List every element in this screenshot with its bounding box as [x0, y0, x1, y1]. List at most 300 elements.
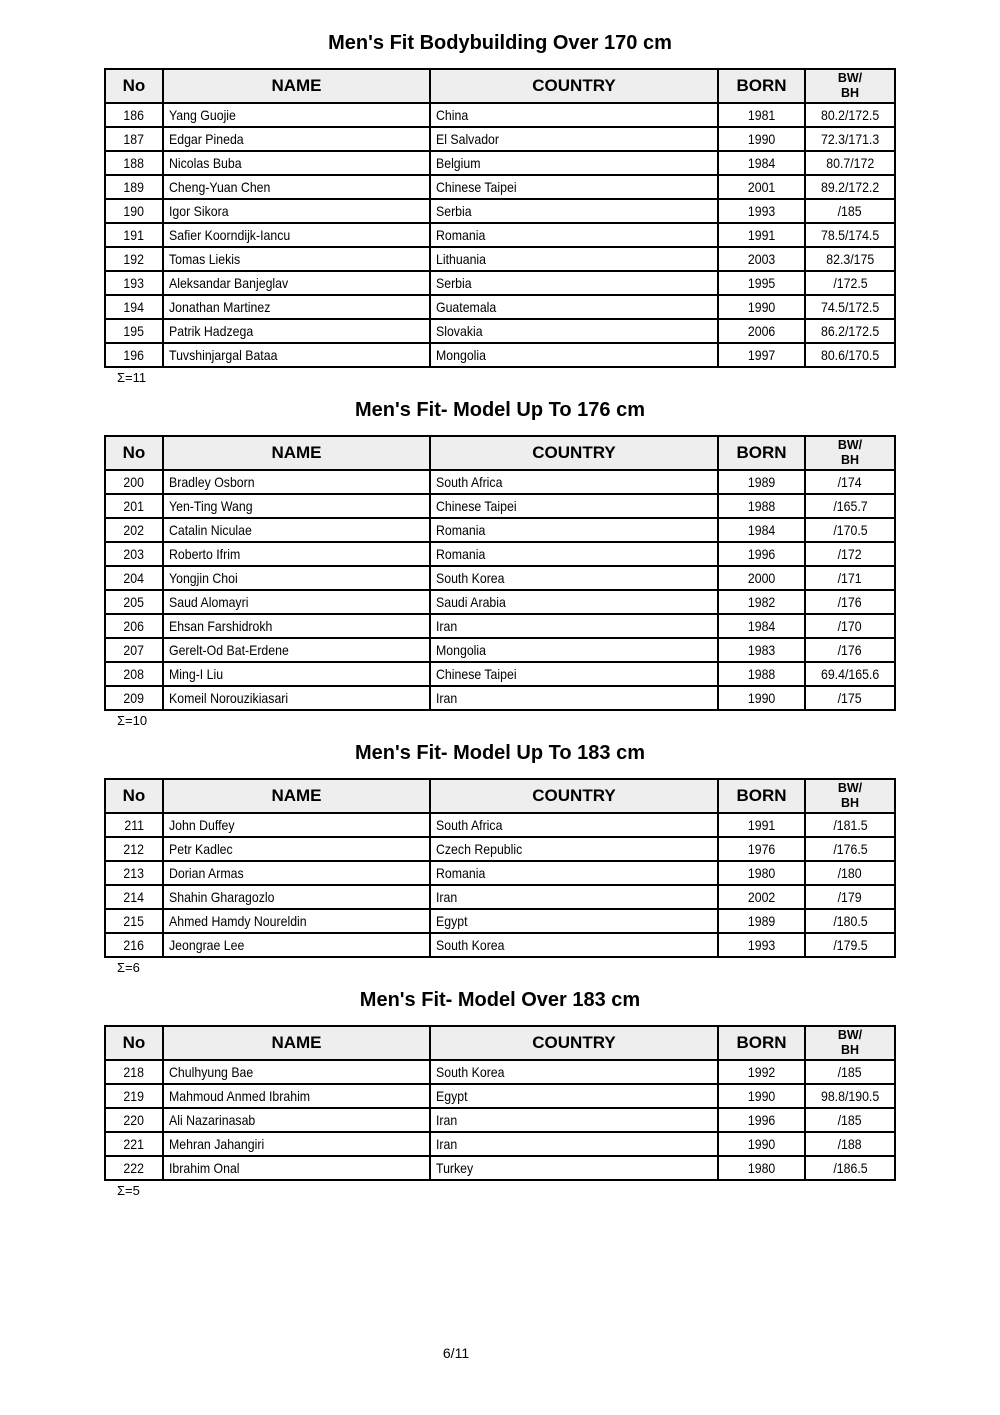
- cell-no: [105, 151, 163, 175]
- cell-born: [718, 343, 805, 367]
- cell-country: [430, 295, 718, 319]
- cell-born-text: 1997: [747, 347, 776, 363]
- cell-no-text: 208: [123, 666, 145, 682]
- cell-no-text: 200: [123, 474, 145, 490]
- cell-bw-bh: [805, 1156, 895, 1180]
- column-header-no: No: [105, 779, 163, 813]
- cell-name-text: Catalin Niculae: [169, 522, 252, 538]
- cell-born: [718, 1108, 805, 1132]
- cell-name-text: Yen-Ting Wang: [169, 498, 253, 514]
- table-row: [105, 813, 895, 837]
- cell-bw-bh-text: 89.2/172.2: [820, 179, 880, 195]
- cell-no: [105, 638, 163, 662]
- cell-no: [105, 518, 163, 542]
- cell-born: [718, 518, 805, 542]
- cell-no: [105, 470, 163, 494]
- cell-born: [718, 1084, 805, 1108]
- cell-born: [718, 885, 805, 909]
- cell-no: [105, 1132, 163, 1156]
- table-body: [105, 103, 895, 367]
- cell-born-text: 1991: [747, 227, 776, 243]
- cell-no: [105, 542, 163, 566]
- cell-name-text: Jonathan Martinez: [169, 299, 271, 315]
- cell-name: [163, 343, 430, 367]
- cell-bw-bh: [805, 1108, 895, 1132]
- cell-bw-bh: [805, 909, 895, 933]
- cell-born-text: 1990: [747, 690, 776, 706]
- cell-no: [105, 1060, 163, 1084]
- cell-born-text: 1984: [747, 155, 776, 171]
- cell-name-text: Komeil Norouzikiasari: [169, 690, 289, 706]
- table-section: [0, 397, 1000, 729]
- cell-no-text: 196: [123, 347, 145, 363]
- cell-country: [430, 470, 718, 494]
- cell-country-text: Romania: [436, 227, 486, 243]
- bh-label: BH: [840, 453, 860, 467]
- competitors-table: [104, 778, 896, 958]
- cell-name-text: Ming-I Liu: [169, 666, 224, 682]
- cell-no: [105, 223, 163, 247]
- cell-bw-bh: [805, 518, 895, 542]
- cell-born-text: 1995: [747, 275, 776, 291]
- cell-born-text: 2000: [747, 570, 776, 586]
- cell-no-text: 205: [123, 594, 145, 610]
- cell-name: [163, 295, 430, 319]
- cell-born: [718, 861, 805, 885]
- cell-name-text: Edgar Pineda: [169, 131, 244, 147]
- cell-bw-bh: [805, 271, 895, 295]
- cell-born-text: 1984: [747, 522, 776, 538]
- cell-country: [430, 103, 718, 127]
- cell-country-text: Serbia: [436, 203, 472, 219]
- cell-name: [163, 470, 430, 494]
- cell-no-text: 207: [123, 642, 145, 658]
- cell-country: [430, 909, 718, 933]
- cell-name: [163, 103, 430, 127]
- column-header-country: COUNTRY: [430, 69, 718, 103]
- cell-name: [163, 933, 430, 957]
- column-header-born: BORN: [718, 1026, 805, 1060]
- cell-bw-bh-text: /176.5: [832, 841, 868, 857]
- cell-name: [163, 127, 430, 151]
- cell-born: [718, 494, 805, 518]
- cell-bw-bh: [805, 813, 895, 837]
- cell-bw-bh-text: 80.7/172: [826, 155, 874, 171]
- cell-no-text: 221: [123, 1136, 145, 1152]
- header-row: [105, 779, 895, 813]
- cell-bw-bh-text: /174: [838, 474, 862, 490]
- cell-name: [163, 542, 430, 566]
- cell-country: [430, 1084, 718, 1108]
- cell-no: [105, 861, 163, 885]
- table-row: [105, 885, 895, 909]
- cell-bw-bh-text: /179: [838, 889, 862, 905]
- bw-label: BW/: [837, 1028, 863, 1042]
- cell-born-text: 1993: [747, 203, 776, 219]
- cell-country: [430, 566, 718, 590]
- cell-name-text: Saud Alomayri: [169, 594, 249, 610]
- cell-no: [105, 1084, 163, 1108]
- cell-name: [163, 1108, 430, 1132]
- cell-born: [718, 199, 805, 223]
- table-row: [105, 175, 895, 199]
- cell-country: [430, 1156, 718, 1180]
- cell-country-text: Guatemala: [436, 299, 497, 315]
- cell-name: [163, 861, 430, 885]
- cell-name-text: Bradley Osborn: [169, 474, 255, 490]
- cell-no: [105, 614, 163, 638]
- cell-no-text: 191: [123, 227, 145, 243]
- cell-born: [718, 319, 805, 343]
- cell-country-text: Romania: [436, 522, 486, 538]
- bh-label: BH: [840, 86, 860, 100]
- cell-bw-bh-text: 86.2/172.5: [820, 323, 880, 339]
- table-row: [105, 151, 895, 175]
- cell-country-text: South Africa: [436, 817, 503, 833]
- cell-bw-bh: [805, 175, 895, 199]
- cell-country: [430, 638, 718, 662]
- cell-no-text: 211: [124, 817, 144, 833]
- cell-name: [163, 494, 430, 518]
- cell-no-text: 209: [123, 690, 145, 706]
- cell-born-text: 1989: [747, 913, 776, 929]
- cell-no-text: 214: [123, 889, 145, 905]
- column-header-born: BORN: [718, 779, 805, 813]
- cell-name-text: Safier Koorndijk-Iancu: [169, 227, 291, 243]
- cell-bw-bh: [805, 247, 895, 271]
- table-row: [105, 127, 895, 151]
- cell-country-text: Iran: [436, 618, 458, 634]
- table-row: [105, 1060, 895, 1084]
- cell-bw-bh-text: /175: [838, 690, 862, 706]
- cell-bw-bh-text: 72.3/171.3: [820, 131, 880, 147]
- cell-country: [430, 813, 718, 837]
- table-row: [105, 518, 895, 542]
- table-row: [105, 909, 895, 933]
- cell-no: [105, 813, 163, 837]
- cell-bw-bh: [805, 199, 895, 223]
- cell-no: [105, 662, 163, 686]
- sum-label: Σ=11: [117, 370, 147, 385]
- cell-no-text: 194: [123, 299, 145, 315]
- cell-bw-bh: [805, 1084, 895, 1108]
- cell-no: [105, 127, 163, 151]
- cell-country-text: Egypt: [436, 1088, 468, 1104]
- cell-bw-bh: [805, 470, 895, 494]
- cell-bw-bh-text: /171: [838, 570, 862, 586]
- column-header-born: BORN: [718, 69, 805, 103]
- competitors-table: [104, 435, 896, 711]
- cell-no-text: 203: [123, 546, 145, 562]
- cell-name: [163, 319, 430, 343]
- cell-no-text: 201: [123, 498, 145, 514]
- cell-name-text: Igor Sikora: [169, 203, 229, 219]
- cell-born-text: 1981: [747, 107, 776, 123]
- cell-born: [718, 813, 805, 837]
- cell-country-text: South Korea: [436, 570, 505, 586]
- cell-born-text: 2003: [747, 251, 776, 267]
- cell-country: [430, 662, 718, 686]
- cell-born: [718, 175, 805, 199]
- cell-no-text: 202: [123, 522, 145, 538]
- cell-born: [718, 837, 805, 861]
- cell-no-text: 186: [123, 107, 145, 123]
- cell-bw-bh-text: /180.5: [832, 913, 868, 929]
- cell-bw-bh: [805, 566, 895, 590]
- cell-name: [163, 175, 430, 199]
- cell-name: [163, 590, 430, 614]
- cell-born: [718, 662, 805, 686]
- cell-born-text: 1980: [747, 865, 776, 881]
- cell-born-text: 1990: [747, 131, 776, 147]
- cell-name: [163, 662, 430, 686]
- table-row: [105, 319, 895, 343]
- bw-label: BW/: [837, 781, 863, 795]
- cell-no: [105, 295, 163, 319]
- cell-country-text: China: [436, 107, 469, 123]
- cell-name: [163, 199, 430, 223]
- cell-no: [105, 885, 163, 909]
- competitors-table: [104, 1025, 896, 1181]
- cell-name: [163, 638, 430, 662]
- table-row: [105, 662, 895, 686]
- cell-born: [718, 1060, 805, 1084]
- cell-country-text: Turkey: [436, 1160, 474, 1176]
- cell-country: [430, 319, 718, 343]
- cell-name-text: Ehsan Farshidrokh: [169, 618, 273, 634]
- cell-country-text: Iran: [436, 889, 458, 905]
- cell-born-text: 1989: [747, 474, 776, 490]
- cell-name-text: Cheng-Yuan Chen: [169, 179, 271, 195]
- cell-name: [163, 686, 430, 710]
- cell-name: [163, 909, 430, 933]
- cell-country: [430, 1132, 718, 1156]
- cell-bw-bh: [805, 223, 895, 247]
- cell-country-text: El Salvador: [436, 131, 500, 147]
- cell-no: [105, 590, 163, 614]
- cell-name-text: Patrik Hadzega: [169, 323, 254, 339]
- cell-born-text: 1988: [747, 666, 776, 682]
- cell-no: [105, 933, 163, 957]
- cell-country-text: Saudi Arabia: [436, 594, 506, 610]
- cell-country: [430, 861, 718, 885]
- table-section: [0, 30, 1000, 386]
- cell-born-text: 1990: [747, 299, 776, 315]
- cell-name-text: Ibrahim Onal: [169, 1160, 240, 1176]
- sum-label: Σ=5: [117, 1183, 140, 1198]
- cell-bw-bh: [805, 638, 895, 662]
- cell-born-text: 1990: [747, 1136, 776, 1152]
- cell-bw-bh: [805, 1060, 895, 1084]
- cell-no-text: 192: [123, 251, 145, 267]
- cell-country-text: Slovakia: [436, 323, 483, 339]
- cell-name-text: Ali Nazarinasab: [169, 1112, 256, 1128]
- cell-bw-bh-text: /181.5: [832, 817, 868, 833]
- table-body: [105, 470, 895, 710]
- cell-country: [430, 223, 718, 247]
- table-row: [105, 933, 895, 957]
- cell-country-text: Mongolia: [436, 642, 487, 658]
- cell-born-text: 1982: [747, 594, 776, 610]
- cell-no-text: 187: [123, 131, 145, 147]
- cell-country: [430, 518, 718, 542]
- column-header-name: NAME: [163, 1026, 430, 1060]
- cell-bw-bh: [805, 662, 895, 686]
- cell-no-text: 188: [123, 155, 145, 171]
- cell-no-text: 189: [123, 179, 145, 195]
- cell-name: [163, 1156, 430, 1180]
- cell-name-text: Petr Kadlec: [169, 841, 233, 857]
- column-header-bw-bh: [805, 436, 895, 470]
- cell-bw-bh: [805, 343, 895, 367]
- cell-born: [718, 470, 805, 494]
- cell-bw-bh-text: /185: [838, 203, 862, 219]
- cell-country-text: South Korea: [436, 937, 505, 953]
- cell-name: [163, 247, 430, 271]
- table-row: [105, 103, 895, 127]
- cell-bw-bh-text: /185: [838, 1112, 862, 1128]
- cell-bw-bh: [805, 542, 895, 566]
- cell-country: [430, 614, 718, 638]
- cell-bw-bh: [805, 127, 895, 151]
- table-row: [105, 837, 895, 861]
- sum-label: Σ=10: [117, 713, 148, 728]
- cell-country: [430, 1060, 718, 1084]
- cell-country-text: Mongolia: [436, 347, 487, 363]
- cell-born-text: 1983: [747, 642, 776, 658]
- cell-country-text: Chinese Taipei: [436, 666, 517, 682]
- cell-born: [718, 127, 805, 151]
- table-row: [105, 614, 895, 638]
- cell-born-text: 2002: [747, 889, 776, 905]
- cell-born-text: 1988: [747, 498, 776, 514]
- cell-born-text: 1984: [747, 618, 776, 634]
- cell-born-text: 1992: [747, 1064, 776, 1080]
- section-title: Men's Fit- Model Up To 176 cm: [355, 399, 645, 421]
- cell-country: [430, 494, 718, 518]
- cell-name-text: Gerelt-Od Bat-Erdene: [169, 642, 289, 658]
- cell-country: [430, 1108, 718, 1132]
- cell-no-text: 219: [123, 1088, 145, 1104]
- cell-no: [105, 494, 163, 518]
- cell-born: [718, 223, 805, 247]
- cell-name: [163, 566, 430, 590]
- cell-no: [105, 343, 163, 367]
- table-section: [0, 987, 1000, 1199]
- column-header-no: No: [105, 436, 163, 470]
- cell-no: [105, 103, 163, 127]
- table-body: [105, 1060, 895, 1180]
- cell-born: [718, 295, 805, 319]
- cell-bw-bh-text: 82.3/175: [826, 251, 874, 267]
- cell-bw-bh-text: /188: [838, 1136, 862, 1152]
- cell-name-text: Dorian Armas: [169, 865, 244, 881]
- cell-born: [718, 686, 805, 710]
- cell-country-text: Czech Republic: [436, 841, 523, 857]
- cell-no-text: 218: [123, 1064, 145, 1080]
- cell-name-text: Ahmed Hamdy Noureldin: [169, 913, 307, 929]
- cell-no-text: 195: [123, 323, 145, 339]
- cell-country: [430, 271, 718, 295]
- cell-bw-bh-text: /176: [838, 642, 862, 658]
- cell-country-text: Iran: [436, 1136, 458, 1152]
- cell-country: [430, 127, 718, 151]
- cell-country: [430, 151, 718, 175]
- bw-label: BW/: [837, 438, 863, 452]
- column-header-born: BORN: [718, 436, 805, 470]
- cell-bw-bh-text: /172.5: [832, 275, 868, 291]
- header-row: [105, 436, 895, 470]
- column-header-name: NAME: [163, 436, 430, 470]
- table-row: [105, 271, 895, 295]
- column-header-name: NAME: [163, 779, 430, 813]
- cell-no-text: 212: [123, 841, 145, 857]
- cell-born: [718, 933, 805, 957]
- cell-name-text: Nicolas Buba: [169, 155, 242, 171]
- cell-country: [430, 590, 718, 614]
- cell-no: [105, 909, 163, 933]
- table-row: [105, 1108, 895, 1132]
- bh-label: BH: [840, 796, 860, 810]
- cell-bw-bh: [805, 319, 895, 343]
- cell-born-text: 1996: [747, 1112, 776, 1128]
- table-row: [105, 542, 895, 566]
- cell-name-text: Tuvshinjargal Bataa: [169, 347, 278, 363]
- column-header-country: COUNTRY: [430, 779, 718, 813]
- cell-no: [105, 686, 163, 710]
- cell-country-text: South Korea: [436, 1064, 505, 1080]
- cell-country-text: Iran: [436, 690, 458, 706]
- cell-born: [718, 247, 805, 271]
- cell-country: [430, 933, 718, 957]
- cell-born-text: 1993: [747, 937, 776, 953]
- cell-bw-bh: [805, 885, 895, 909]
- cell-country: [430, 686, 718, 710]
- cell-name-text: Aleksandar Banjeglav: [169, 275, 289, 291]
- cell-born-text: 2006: [747, 323, 776, 339]
- table-row: [105, 247, 895, 271]
- section-title: Men's Fit- Model Over 183 cm: [359, 989, 641, 1011]
- cell-name-text: Shahin Gharagozlo: [169, 889, 275, 905]
- cell-name-text: Roberto Ifrim: [169, 546, 241, 562]
- column-header-country: COUNTRY: [430, 436, 718, 470]
- cell-no: [105, 1108, 163, 1132]
- page-number: 6/11: [442, 1345, 470, 1361]
- cell-born: [718, 151, 805, 175]
- cell-no: [105, 199, 163, 223]
- competitors-table: [104, 68, 896, 368]
- cell-bw-bh: [805, 837, 895, 861]
- cell-country: [430, 837, 718, 861]
- cell-no: [105, 247, 163, 271]
- cell-name-text: Mehran Jahangiri: [169, 1136, 265, 1152]
- cell-born: [718, 542, 805, 566]
- table-section: [0, 740, 1000, 976]
- cell-name: [163, 1084, 430, 1108]
- table-row: [105, 199, 895, 223]
- cell-name: [163, 223, 430, 247]
- cell-bw-bh-text: 80.6/170.5: [820, 347, 880, 363]
- cell-bw-bh-text: /170: [838, 618, 862, 634]
- cell-country: [430, 343, 718, 367]
- table-body: [105, 813, 895, 957]
- cell-no-text: 216: [123, 937, 145, 953]
- column-header-no: No: [105, 1026, 163, 1060]
- table-row: [105, 590, 895, 614]
- table-row: [105, 343, 895, 367]
- table-row: [105, 638, 895, 662]
- cell-name: [163, 837, 430, 861]
